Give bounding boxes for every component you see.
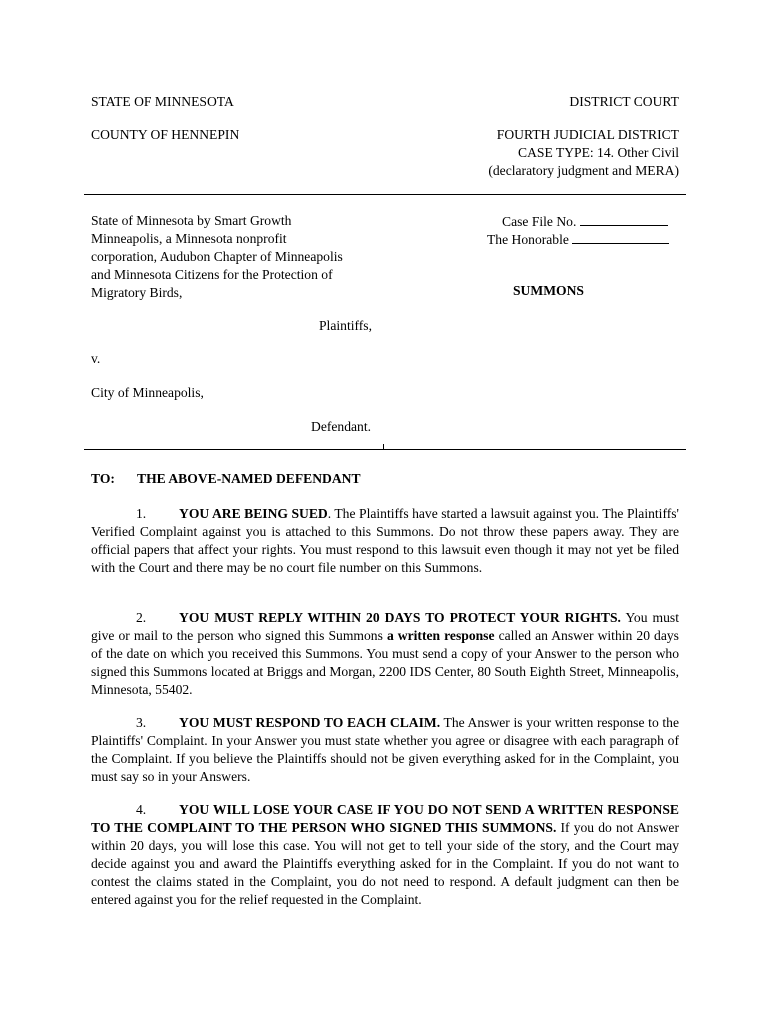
paragraph-heading: YOU ARE BEING SUED: [179, 506, 328, 521]
paragraph-heading: YOU MUST REPLY WITHIN 20 DAYS TO PROTECT YOUR RIGHTS.: [179, 610, 621, 625]
court-heading: DISTRICT COURT: [569, 94, 679, 109]
versus-text: v.: [91, 351, 101, 366]
plaintiff-line: State of Minnesota by Smart Growth: [91, 213, 292, 228]
caption-divider: [84, 449, 686, 450]
county-heading: COUNTY OF HENNEPIN: [91, 127, 240, 142]
honorable-field: [487, 230, 669, 249]
paragraph-3: [91, 714, 679, 786]
plaintiffs-label: Plaintiffs,: [319, 318, 372, 333]
case-type-detail: (declaratory judgment and MERA): [488, 163, 679, 178]
paragraph-emphasis: a written response: [386, 628, 495, 643]
defendant-label: Defendant.: [311, 419, 372, 434]
paragraph-text: . The Plaintiffs have started a lawsuit against you. The Plaintiffs' Verified Complaint against you is attached to this Summons. Do not throw these papers away. They are official papers that affect your rights. You must respond to this lawsuit even though it may not yet be filed with the Court and there may be no court file number on this Summons.: [91, 506, 679, 575]
state-heading: STATE OF MINNESOTA: [91, 94, 234, 109]
plaintiff-line: Minneapolis, a Minnesota nonprofit: [91, 231, 287, 246]
case-type: CASE TYPE: 14. Other Civil: [518, 145, 679, 160]
paragraph-number: 2.: [136, 610, 147, 625]
paragraph-number: 1.: [136, 506, 147, 521]
case-file-label: Case File No.: [502, 214, 577, 229]
paragraph-text: The Answer is your written response to the Plaintiffs' Complaint. In your Answer you must state whether you agree or disagree with each paragraph of the Complaint. If you believe the Plaintiffs should not be given everything asked for in the Complaint, you must say so in your Answers.: [91, 715, 679, 784]
paragraph-4: [91, 801, 679, 909]
district-heading: FOURTH JUDICIAL DISTRICT: [496, 127, 679, 142]
case-file-blank: [580, 212, 668, 226]
defendant-name: City of Minneapolis,: [91, 385, 204, 400]
plaintiff-line: corporation, Audubon Chapter of Minneapolis: [91, 249, 343, 264]
paragraph-1: [91, 505, 679, 577]
to-addressee: THE ABOVE-NAMED DEFENDANT: [137, 471, 361, 486]
plaintiff-line: and Minnesota Citizens for the Protection of: [91, 267, 333, 282]
honorable-label: The Honorable: [487, 232, 569, 247]
plaintiff-line: Migratory Birds,: [91, 285, 183, 300]
case-file-field: [502, 212, 668, 231]
document-title: SUMMONS: [513, 283, 584, 298]
paragraph-text: called an Answer within 20 days of the date on which you received this Summons. You must send a copy of your Answer to the person who signed this Summons located at Briggs and Morgan, 2200 IDS Center, 80 South Eighth Street, Minneapolis, Minnesota, 55402.: [91, 628, 679, 697]
paragraph-number: 4.: [136, 802, 147, 817]
paragraph-text: You must give or mail to the person who signed this Summons: [91, 610, 679, 643]
paragraph-heading: YOU MUST RESPOND TO EACH CLAIM.: [179, 715, 441, 730]
header-divider: [84, 194, 686, 195]
paragraph-text: If you do not Answer within 20 days, you will lose this case. You will not get to tell your side of the story, and the Court may decide against you and award the Plaintiffs everything asked for in the Complaint. If you do not want to contest the claims stated in the Complaint, you do not need to respond. A default judgment can then be entered against you for the relief requested in the Complaint.: [91, 820, 679, 907]
paragraph-heading: YOU WILL LOSE YOUR CASE IF YOU DO NOT SEND A WRITTEN RESPONSE TO THE COMPLAINT TO THE PERSON WHO SIGNED THIS SUMMONS.: [91, 802, 679, 835]
paragraph-number: 3.: [136, 715, 147, 730]
to-label: TO:: [91, 471, 115, 486]
paragraph-2: [91, 609, 679, 699]
honorable-blank: [572, 230, 669, 244]
caption-divider-tick: [383, 444, 384, 449]
